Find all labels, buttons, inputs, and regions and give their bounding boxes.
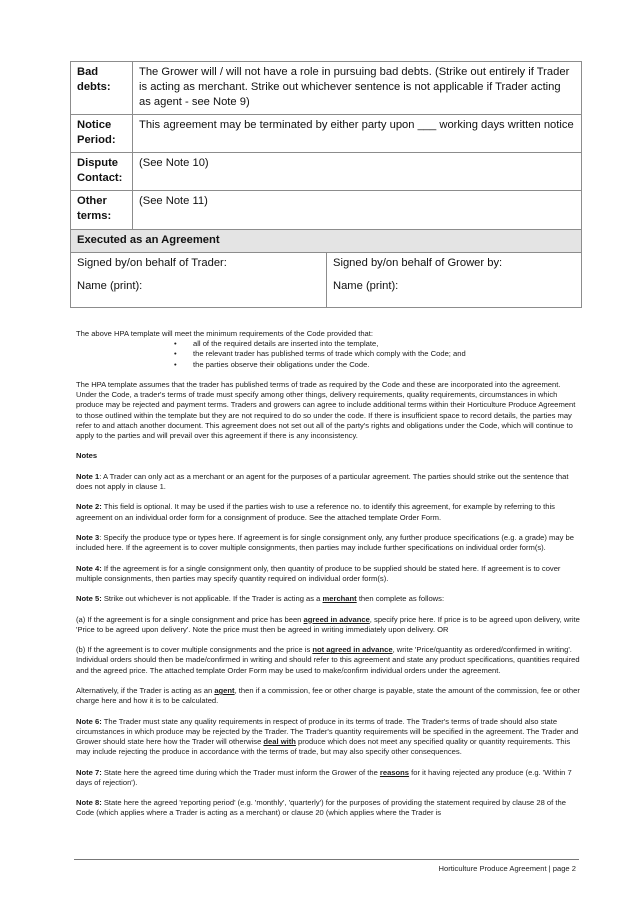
- signature-block: [71, 253, 582, 308]
- table-row-bad-debts: [71, 62, 582, 115]
- page-footer: Horticulture Produce Agreement | page 2: [438, 864, 576, 873]
- signature-table: [71, 253, 581, 307]
- note-5-alternative: Alternatively, if the Trader is acting as an agent, then if a commission, fee or other charge is payable, state the amount of the commission, fee or other charge here and how it is to be calculated.: [76, 685, 580, 706]
- table-row-other-terms: [71, 191, 582, 230]
- note-1: Note 1: A Trader can only act as a merchant or an agent for the purposes of a particular agreement. The parties should strike out the sentence that does not apply in clause 1.: [76, 471, 569, 491]
- grower-signed-label: Signed by/on behalf of Grower by:: [333, 257, 503, 269]
- note-5a: (a) If the agreement is for a single consignment and price has been agreed in advance, specify price here. If price is to be agreed upon delivery, write 'Price to be agreed upon delivery'. Note the price must then be agreed in writing immediately upon delivery. OR: [76, 614, 580, 634]
- trader-name-label: Name (print):: [77, 280, 143, 292]
- notes-heading: Notes: [76, 451, 98, 461]
- executed-header: Executed as an Agreement: [71, 230, 582, 253]
- note-3: Note 3: Specify the produce type or types here. If agreement is for single consignment only, any further produce specifications (e.g. a grade) may be included here. If the agreement is to cover multiple consignments, then parties may include further specifications on individual order form(s).: [76, 532, 574, 553]
- list-item: • the parties observe their obligations under the Code.: [174, 359, 370, 369]
- note-4: Note 4: If the agreement is for a single consignment only, then quantity of produce to be supplied should be stated here. If agreement is to cover multiple consignments, then parties may specify quantity required on individual order form(s).: [76, 563, 561, 583]
- table-row-notice-period: [71, 115, 582, 153]
- list-item: • the relevant trader has published terms of trade which comply with the Code; and: [174, 349, 466, 359]
- intro-paragraph: The HPA template assumes that the trader has published terms of trade as required by the Code and these are incorporated into the agreement. Under the Code, a trader's terms of trade must specify among other things, delivery requirements, quality requirements, circumstances in which produce may be rejected and payment terms. Traders and growers can agree to include additional terms within their Horticulture Produce Agreement to those outlined within the template but they are not required to do so under the code. If there is insufficient space to record details, the parties may refer to and attach another document. This agreement does not set out all of the party's rights and obligations under the Code, which will continue to apply to the parties and will prevail over this agreement if there is any inconsistency.: [76, 380, 576, 441]
- row-label: Other terms:: [71, 191, 133, 230]
- footer-divider: [74, 859, 579, 860]
- note-5: Note 5: Strike out whichever is not applicable. If the Trader is acting as a merchant then complete as follows:: [76, 594, 445, 604]
- note-8: Note 8: State here the agreed 'reporting period' (e.g. 'monthly', 'quarterly') for the purposes of providing the statement required by clause 28 of the Code (which applies where a Trader is acting as a merchant) or clause 20 (which applies where the Trader is: [76, 798, 566, 818]
- table-row-executed-header: [71, 230, 582, 253]
- note-7: Note 7: State here the agreed time during which the Trader must inform the Grower of the reasons for it having rejected any produce (e.g. 'Within 7 days of rejection').: [76, 767, 572, 787]
- explanatory-text: [76, 329, 582, 829]
- row-value: (See Note 11): [133, 191, 582, 230]
- list-item: • all of the required details are inserted into the template,: [174, 339, 379, 349]
- bullet-icon: •: [174, 359, 177, 369]
- intro-lead: The above HPA template will meet the minimum requirements of the Code provided that:: [76, 329, 374, 338]
- grower-name-label: Name (print):: [333, 280, 399, 292]
- trader-signature-cell: [71, 253, 327, 307]
- row-label: Bad debts:: [71, 62, 133, 115]
- table-row-dispute-contact: [71, 153, 582, 191]
- agreement-terms-table: [70, 61, 582, 308]
- row-value: The Grower will / will not have a role in pursuing bad debts. (Strike out entirely if Trader is acting as merchant. Strike out whichever sentence is not applicable if Trader acting as agent - see Note 9): [133, 62, 582, 115]
- note-6: Note 6: The Trader must state any quality requirements in respect of produce in its terms of trade. The Trader's terms of trade should also state circumstances in which produce may be rejected by the Trader. The Trader's quantity requirements will be specified in the agreement. The Trader and Grower should state here how the Trader will otherwise deal with produce which does not meet any specified quality or quantity requirements. This may include rejecting the produce in accordance with the terms of trade, but may also specify other consequences.: [76, 716, 579, 757]
- bullet-icon: •: [174, 339, 177, 349]
- requirements-list: [76, 339, 582, 370]
- note-5b: (b) If the agreement is to cover multiple consignments and the price is not agreed in advance, write 'Price/quantity as ordered/confirmed in writing'. Individual orders should then be made/confirmed in writing and should refer to this agreement and state any product specifications, quantities required and the agreed price. The attached template Order Form may be used to make/confirm individual orders under the agreement.: [76, 645, 580, 675]
- row-label: Notice Period:: [71, 115, 133, 153]
- bullet-icon: •: [174, 349, 177, 359]
- grower-signature-cell: [327, 253, 582, 307]
- row-value: This agreement may be terminated by either party upon ___ working days written notice: [133, 115, 582, 153]
- trader-signed-label: Signed by/on behalf of Trader:: [77, 257, 227, 269]
- note-2: Note 2: This field is optional. It may be used if the parties wish to use a reference no. to identify this agreement, for example by referring to this agreement on an individual order form for a consignment of produce. See the attached template Order Form.: [76, 502, 555, 522]
- table-row-signatures: [71, 253, 582, 308]
- row-value: (See Note 10): [133, 153, 582, 191]
- row-label: Dispute Contact:: [71, 153, 133, 191]
